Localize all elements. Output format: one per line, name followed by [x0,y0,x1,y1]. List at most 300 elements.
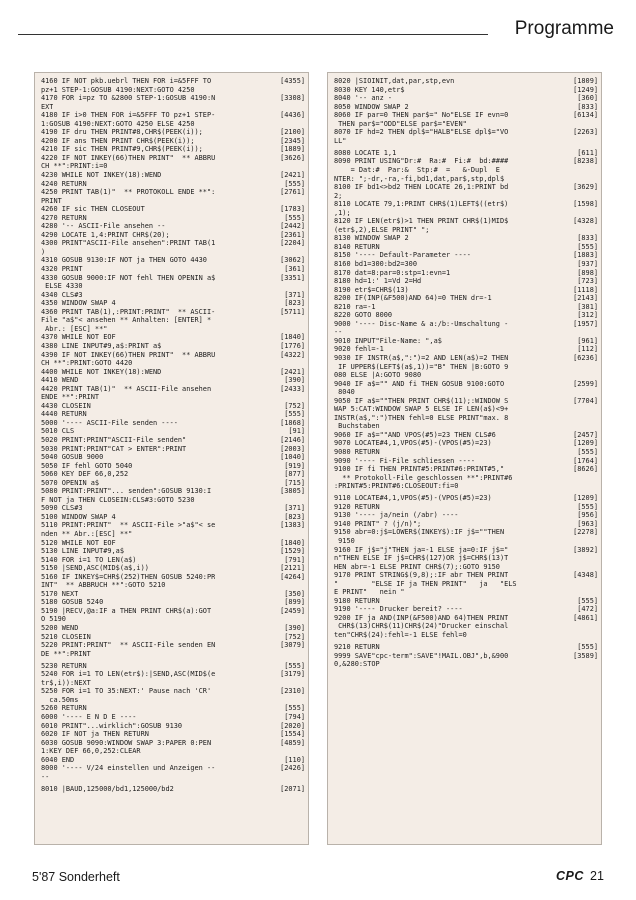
listing-line [41,590,305,599]
checksum: [2100] [280,128,305,137]
listing-line [41,764,305,773]
code-text: HEN abr=-1 ELSE PRINT CHR$(7);:GOTO 9150 [334,562,500,571]
listing-line [334,157,598,166]
checksum: [390] [284,376,305,385]
code-text: 5250 FOR i=1 TO 35:NEXT:' Pause nach 'CR' [41,687,212,696]
listing-line [41,624,305,633]
checksum: [3308] [280,94,305,103]
listing-line [334,652,598,661]
listing-line [41,256,305,265]
checksum [596,580,598,589]
checksum: [110] [284,755,305,764]
checksum [596,209,598,218]
listing-line [334,260,598,269]
listing-column-left [34,72,309,845]
listing-line [334,614,598,623]
listing-line [41,722,305,731]
checksum: [390] [284,624,305,632]
listing-line [41,222,305,231]
listing-line [41,679,305,688]
code-text: 4220 IF NOT INKEY(66)THEN PRINT" ** ABBRU [41,153,216,162]
code-text: 6030 GOSUB 9090:WINDOW SWAP 3:PAPER 0:PEN [41,738,212,747]
checksum: [1249] [573,85,598,94]
listing-line [334,605,598,614]
checksum: [899] [284,598,305,607]
checksum [596,422,598,431]
listing-line [41,436,305,445]
listing-line [41,573,305,582]
code-text: 5000 '---- ASCII-File senden ---- [41,418,178,427]
listing-line [41,747,305,756]
listing-line [41,462,305,471]
listing-line [334,137,598,146]
listing-line [334,175,598,184]
checksum: [2310] [280,687,305,696]
checksum: [1554] [280,730,305,739]
code-text: ELSE 4330 [41,282,83,291]
checksum: [555] [284,213,305,222]
listing-line [334,183,598,192]
code-text: 4230 WHILE NOT INKEY(18):WEND [41,171,162,180]
code-text: 4210 IF sic THEN PRINT#9,CHR$(PEEK(i)); [41,145,203,154]
listing-column-right [327,72,602,845]
listing-line [334,217,598,226]
checksum: [794] [284,712,305,721]
checksum [303,86,305,95]
code-text: INSTR(a$,":")THEN fehl=0 ELSE PRINT"max. 8 [334,413,509,422]
code-text: 5150 |SEND,ASC(MID$(a$,i)) [41,564,149,573]
checksum: [312] [577,311,598,320]
checksum: [1529] [280,547,305,556]
listing-line [41,453,305,462]
checksum: [1776] [280,341,305,350]
listing-line [334,448,598,457]
code-text: 4180 IF i>0 THEN FOR i=&5FFF TO pz+1 STEP- [41,111,216,120]
checksum [596,388,598,397]
checksum [303,615,305,624]
code-text: 4380 LINE INPUT#9,a$:PRINT a$ [41,341,162,350]
listing-line [41,351,305,360]
listing-line [41,154,305,163]
code-text: 9070 LOCATE#4,1,VPOS(#5)-(VPOS(#5)=23) [334,439,492,448]
checksum [303,316,305,325]
listing-line [334,520,598,529]
checksum [303,393,305,402]
checksum: [2433] [280,384,305,393]
code-text: ca.50ms [41,695,79,704]
checksum: [555] [284,704,305,713]
checksum: [555] [284,661,305,670]
code-text: 8180 hd=1:' 1=Vd 2=Hd [334,277,422,286]
page-number: 21 [590,869,604,883]
code-text: 8210 ra=-1 [334,302,376,311]
checksum: [7704] [573,396,598,405]
code-text: 4270 RETURN [41,213,87,222]
checksum: [3179] [280,670,305,679]
checksum: [91] [288,427,305,436]
code-text: Abr.: [ESC] **" [41,324,108,333]
listing-line [334,363,598,372]
code-text: 4190 IF dru THEN PRINT#8,CHR$(PEEK(i)); [41,128,203,137]
listing-line [41,470,305,479]
listing-line [41,615,305,624]
listing-line [334,631,598,640]
checksum [596,414,598,423]
listing-line [41,739,305,748]
listing-line [41,650,305,659]
code-text: 5240 FOR i=1 TO LEN(etr$):|SEND,ASC(MID$(e [41,670,216,679]
checksum [596,660,598,669]
checksum: [823] [284,299,305,308]
code-text: 8150 '---- Default-Parameter ---- [334,251,471,260]
checksum: [2345] [280,136,305,145]
code-text: 5060 KEY DEF 66,0,252 [41,470,129,479]
code-text: 5090 CLS#3 [41,504,83,513]
checksum: [2442] [280,222,305,231]
code-text: O 5190 [41,615,66,624]
code-text: 0,&280:STOP [334,660,380,669]
checksum [303,248,305,257]
checksum: [2278] [573,528,598,537]
checksum: [752] [284,401,305,410]
code-text: 9999 SAVE"cpc-term":SAVE"!MAIL.OBJ",b,&900 [334,651,509,660]
code-text: 9140 PRINT" ? (j/n)"; [334,519,422,528]
checksum: [2421] [280,171,305,180]
code-text: 4400 WHILE NOT INKEY(18):WEND [41,367,162,376]
code-text: 5130 LINE INPUT#9,a$ [41,547,124,556]
code-text: 5080 PRINT:PRINT"... senden":GOSUB 9130:I [41,487,212,496]
code-text: 9010 INPUT"File-Name: ",a$ [334,336,442,345]
checksum: [1840] [280,538,305,547]
checksum: [898] [577,268,598,277]
checksum [596,474,598,483]
checksum: [1783] [280,205,305,214]
checksum: [1764] [573,456,598,465]
code-text: 9040 IF a$="" AND fi THEN GOSUB 9100:GOTO [334,379,505,388]
code-text: 6010 PRINT"...wirklich":GOSUB 9130 [41,721,183,730]
checksum: [937] [577,259,598,268]
code-text: 9000 '---- Disc-Name & a:/b:-Umschaltung - [334,319,509,328]
code-text: 8160 bd1=300:bd2=300 [334,259,417,268]
checksum [596,482,598,491]
checksum: [715] [284,478,305,487]
checksum [596,120,598,129]
code-text: 8060 IF par=0 THEN par$=" No"ELSE IF evn=0 [334,111,509,120]
listing-line [334,328,598,337]
code-text: 9180 RETURN [334,596,380,605]
listing-line [41,564,305,573]
code-text: 8010 |BAUD,125000/bd1,125000/bd2 [41,784,174,793]
code-text: 4360 PRINT TAB(1),:PRINT:PRINT" ** ASCII- [41,307,216,316]
listing-line [334,354,598,363]
checksum: [472] [577,605,598,614]
checksum: [555] [284,410,305,419]
checksum: [4355] [280,77,305,85]
code-text: -- [334,328,343,337]
code-text: 9080 RETURN [334,448,380,457]
code-text: " "ELSE IF ja THEN PRINT" ja "ELS [334,579,517,588]
checksum: [2263] [573,128,598,137]
checksum [303,581,305,590]
checksum: [611] [577,148,598,157]
checksum: [6134] [573,111,598,120]
listing-line [41,265,305,274]
code-text: 9030 IF INSTR(a$,":")=2 AND LEN(a$)=2 THEN [334,354,509,362]
code-text: = Dat:# Par:& Stp:# = &-Dupl E [334,165,500,174]
listing-line [41,521,305,530]
checksum: [1868] [280,418,305,427]
listing-line [41,342,305,351]
checksum [596,328,598,337]
listing-line [41,704,305,713]
code-text: 5160 IF INKEY$=CHR$(252)THEN GOSUB 5240:PR [41,572,216,581]
checksum [596,192,598,201]
code-text: 5210 CLOSEIN [41,632,91,641]
listing-line [41,128,305,137]
checksum: [961] [577,336,598,345]
code-text: pz+1 STEP-1:GOSUB 4190:NEXT:GOTO 4250 [41,85,195,94]
code-text: 1:GOSUB 4190:NEXT:GOTO 4250 ELSE 4250 [41,119,195,128]
checksum: [4859] [280,738,305,747]
listing-line [41,205,305,214]
code-text: ten"CHR$(24):fehl=-1 ELSE fehl=0 [334,631,467,639]
code-text: E PRINT" nein " [334,588,405,597]
code-text: 8040 [334,388,355,397]
code-text: 5140 FOR i=1 TO LEN(a$) [41,555,137,564]
checksum [303,282,305,291]
listing-line [334,457,598,466]
listing-line [334,597,598,606]
checksum: [2459] [280,606,305,615]
code-text: 9110 LOCATE#4,1,VPOS(#5)-(VPOS(#5)=23) [334,494,492,503]
code-text: 5040 GOSUB 9000 [41,453,104,462]
checksum [596,137,598,146]
code-text: 9190 '---- Drucker bereit? ---- [334,605,463,614]
listing-line [334,226,598,235]
listing-line [334,103,598,112]
listing-line [334,431,598,440]
listing-line [41,171,305,180]
checksum: [2204] [280,239,305,248]
code-text: 8030 KEY 140,etr$ [334,85,405,94]
listing-line [41,479,305,488]
checksum: [2020] [280,721,305,730]
checksum: [3626] [280,153,305,162]
code-text: 4340 CLS#3 [41,290,83,299]
listing-line [41,530,305,539]
listing-line [334,120,598,129]
listing-line [41,77,305,86]
listing-line [334,149,598,158]
listing-line [334,422,598,431]
code-text: ) [41,247,46,256]
checksum: [956] [577,511,598,520]
listing-line [41,291,305,300]
checksum: [2421] [280,367,305,376]
code-text: 8110 LOCATE 79,1:PRINT CHR$(1)LEFT$((etr$) [334,200,509,209]
code-text: 5180 GOSUB 5240 [41,598,104,607]
code-text: ,1); [334,208,351,217]
checksum [596,554,598,563]
listing-line [41,145,305,154]
listing-line [334,294,598,303]
checksum [596,631,598,640]
checksum: [723] [577,277,598,286]
code-text: -- [41,772,50,781]
code-text: 5100 WINDOW SWAP 4 [41,512,116,521]
checksum: [1889] [280,145,305,154]
listing-line [334,465,598,474]
code-text: 4350 WINDOW SWAP 4 [41,299,116,308]
checksum: [4861] [573,613,598,622]
listing-line [41,581,305,590]
listing-line [334,303,598,312]
listing-line [41,368,305,377]
listing-line [41,308,305,317]
code-text: 6040 END [41,755,75,764]
listing-line [334,511,598,520]
code-text: 9130 '---- ja/nein (/abr) ---- [334,511,459,520]
code-text: 9020 fehl=-1 [334,345,384,354]
listing-line [41,359,305,368]
listing-line [334,166,598,175]
code-text: 5070 OPENIN a$ [41,478,100,487]
listing-line [334,234,598,243]
code-text: 1:KEY DEF 66,0,252:CLEAR [41,747,141,756]
checksum [596,537,598,546]
code-text: 8130 WINDOW SWAP 2 [334,234,409,243]
code-text: 5170 NEXT [41,589,79,598]
code-text: 8020 |SIOINIT,dat,par,stp,evn [334,77,455,85]
code-text: 8200 IF(INP(&F500)AND 64)=0 THEN dr=-1 [334,294,492,303]
listing-line [41,299,305,308]
code-text: IF UPPER$(LEFT$(a$,1))="B" THEN |B:GOTO 9 [334,362,509,371]
code-text: PRINT [41,196,62,205]
code-text: 8120 IF LEN(etr$)>1 THEN PRINT CHR$(1)MID$ [334,217,509,226]
listing-line [41,687,305,696]
listing-line [334,554,598,563]
checksum [303,496,305,505]
checksum: [752] [284,632,305,641]
listing-line [41,239,305,248]
checksum [596,175,598,184]
code-text: 5020 PRINT:PRINT"ASCII-File senden" [41,435,187,444]
checksum [596,363,598,372]
code-text: 080 ELSE |A:GOTO 9080 [334,371,422,380]
checksum [303,197,305,206]
listing-line [334,243,598,252]
code-text: 4260 IF sic THEN CLOSEOUT [41,205,145,214]
code-text: 2; [334,191,343,200]
listing-line [41,325,305,334]
code-text: CHR$(13)CHR$(11)CHR$(24)"Drucker einschal [334,622,509,631]
code-text: DE **":PRINT [41,649,91,658]
listing-line [41,539,305,548]
checksum: [1040] [280,453,305,462]
listing-line [334,200,598,209]
checksum: [877] [284,470,305,479]
code-text: 4160 IF NOT pkb.uebrl THEN FOR i=&5FFF TO [41,77,212,85]
checksum: [4348] [573,571,598,580]
code-text: CH **":PRINT:GOTO 4420 [41,359,133,368]
listing-line [41,547,305,556]
code-text: 9200 IF ja AND(INP(&F500)AND 64)THEN PRINT [334,613,509,622]
code-text: 4410 WEND [41,376,79,385]
code-text: LL" [334,136,347,145]
checksum: [2599] [573,379,598,388]
checksum [596,622,598,631]
code-text: 4290 LOCATE 1,4:PRINT CHR$(20); [41,230,170,239]
listing-line [334,286,598,295]
checksum: [6236] [573,354,598,362]
checksum: [3892] [573,545,598,554]
checksum: [833] [577,102,598,111]
checksum [596,166,598,175]
checksum: [2457] [573,430,598,439]
listing-line [334,269,598,278]
code-text: 5190 |RECV,@a:IF a THEN PRINT CHR$(a):GOT [41,606,212,615]
checksum [303,103,305,112]
listing-line [41,713,305,722]
code-text: 9060 IF a$=""AND VPOS(#5)=23 THEN CLS#6 [334,430,496,439]
page-section-title: Programme [514,18,614,39]
listing-line [334,494,598,503]
listing-line [334,537,598,546]
code-text: 5010 CLS [41,427,75,436]
listing-line [41,598,305,607]
listing-line [41,94,305,103]
code-text: 9170 PRINT STRING$(9,8);:IF abr THEN PRINT [334,571,509,580]
checksum: [1209] [573,439,598,448]
checksum: [1383] [280,521,305,530]
checksum: [1118] [573,285,598,294]
code-text: n"THEN ELSE IF j$=CHR$(127)OR j$=CHR$(13)T [334,554,509,563]
code-text: 4250 PRINT TAB(1)" ** PROTOKOLL ENDE **": [41,188,216,197]
listing-line [334,388,598,397]
listing-line [41,730,305,739]
checksum: [4436] [280,111,305,120]
code-text: tr$,i)):NEXT [41,678,91,687]
listing-line [334,643,598,652]
checksum: [2761] [280,188,305,197]
checksum: [371] [284,290,305,299]
code-text: 9090 '---- Fi-File schliessen ---- [334,456,476,465]
code-text: 8100 IF bd1<>bd2 THEN LOCATE 26,1:PRINT bd [334,183,509,192]
listing-line [334,580,598,589]
code-text: 9150 abr=0:j$=LOWER$(INKEY$):IF j$=""THEN [334,528,505,537]
code-text: WAP 5:CAT:WINDOW SWAP 5 ELSE IF LEN(a$)<9+ [334,405,509,414]
checksum [596,371,598,380]
listing-line [334,277,598,286]
listing-line [41,419,305,428]
checksum: [361] [284,265,305,274]
listing-line [41,513,305,522]
code-text: 4310 GOSUB 9130:IF NOT ja THEN GOTO 4430 [41,256,207,265]
code-text: 4430 CLOSEIN [41,401,91,410]
listing-line [334,546,598,555]
code-text: F NOT ja THEN CLOSEIN:CLS#3:GOTO 5230 [41,495,195,504]
code-text: INT" ** ABBRUCH **":GOTO 5210 [41,581,166,590]
listing-line [41,607,305,616]
listing-line [334,192,598,201]
listing-line [334,128,598,137]
listing-line [41,662,305,671]
code-text: 8170 dat=8:par=0:stp=1:evn=1 [334,268,451,277]
checksum: [555] [284,179,305,188]
checksum: [1598] [573,200,598,209]
checksum: [1883] [573,251,598,260]
listing-line [334,397,598,406]
